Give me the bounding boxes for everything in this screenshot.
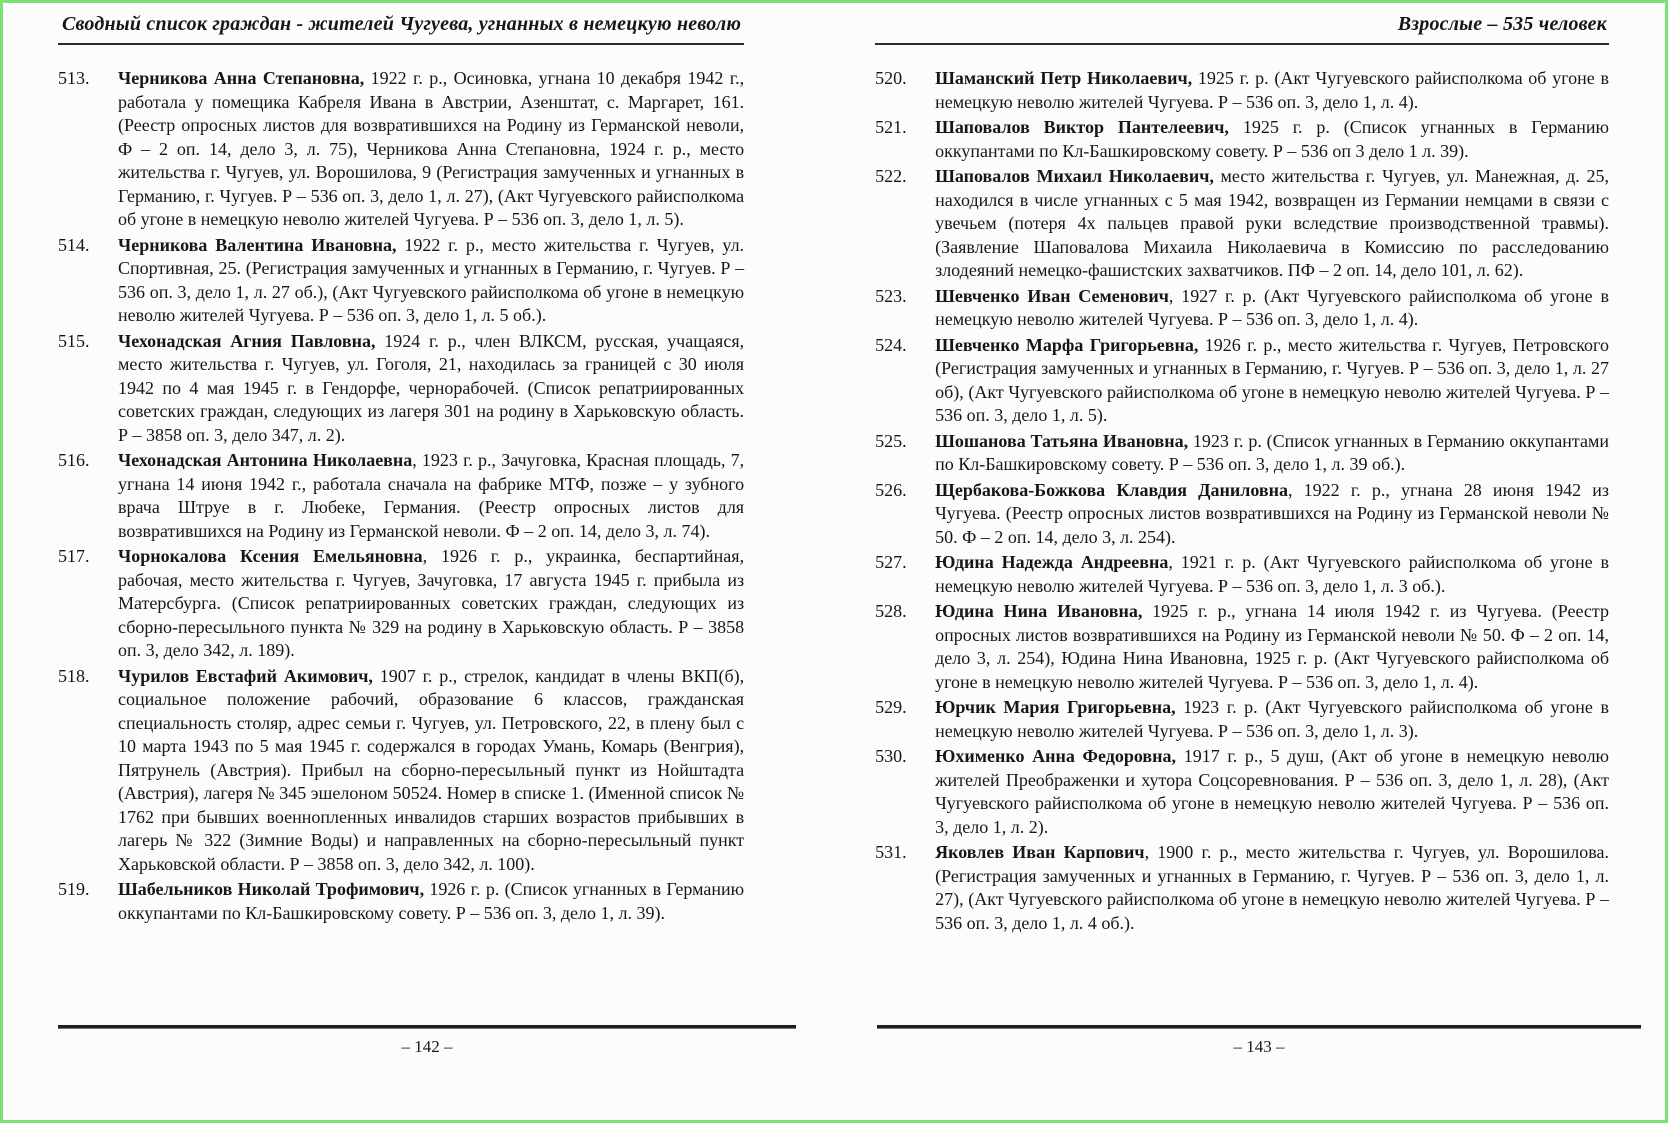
entry-text: 1925 г. р. (Акт Чугуевского райисполкома об угоне в немецкую неволю жителей Чугуева. Р – 536 оп. 3, дело 1, л. 4). — [935, 68, 1609, 112]
entry-text: 1926 г. р. (Список угнанных в Германию оккупантами по Кл-Башкировскому совету. Р – 536 оп. 3, дело 1, л. 39). — [118, 879, 745, 923]
entry-text-block — [935, 479, 1609, 550]
list-item — [58, 665, 744, 877]
page-right — [834, 3, 1665, 1120]
entry-number: 530. — [875, 746, 907, 766]
entry-text-block — [935, 165, 1609, 283]
entry-name: Чурилов Евстафий Акимович, — [118, 665, 373, 686]
list-item — [58, 234, 744, 328]
entry-text-block — [118, 545, 744, 663]
entry-number: 526. — [875, 479, 907, 500]
entry-number: 521. — [875, 117, 907, 137]
page-footer — [58, 1025, 796, 1057]
entry-number: 517. — [58, 546, 90, 566]
entry-number: 527. — [875, 552, 907, 572]
entry-number: 529. — [875, 697, 907, 717]
entry-text: место жительства г. Чугуев, ул. Манежная, д. 25, находился в числе угнанных с 5 мая 1942, возвращен из Германии немцами в связи с увечьем (потеря 4х пальцев правой руки вследствие производственной травмы). (Заявление Шаповалова Михаила Николаевича в Комиссию по расследованию злодеяний немецко-фашистских захватчиков. ПФ – 2 оп. 14, дело 101, л. 62). — [935, 166, 1609, 280]
entries-list — [875, 67, 1609, 935]
entry-number: 515. — [58, 330, 90, 351]
list-item — [875, 334, 1609, 428]
entry-text-block — [935, 116, 1609, 163]
entry-text: 1925 г. р. (Список угнанных в Германию оккупантами по Кл-Башкировскому совету. Р – 536 оп 3 дело 1 л. 39). — [935, 117, 1609, 161]
entry-number: 522. — [875, 166, 907, 186]
entry-text: 1922 г. р., Осиновка, угнана 10 декабря 1942 г., работала у помещика Кабреля Ивана в Австрии, Азенштат, с. Маргарет, 161. (Реестр опросных листов для возвратившихся на Родину из Германской неволи, Ф – 2 оп. 14, дело 3, л. 75), Черникова Анна Степановна, 1924 г. р., место жительства г. Чугуев, ул. Ворошилова, 9 (Регистрация замученных и угнанных в Германию, г. Чугуев. Р – 536 оп. 3, дело 1, л. 27), (Акт Чугуевского райисполкома об угоне в немецкую неволю жителей Чугуева. Р – 536 оп. 3, дело 1, л. 5). — [118, 68, 745, 229]
entry-text: 1922 г. р., место жительства г. Чугуев, ул. Спортивная, 25. (Регистрация замученных и угнанных в Германию, г. Чугуев. Р – 536 оп. 3, дело 1, л. 27 об.), (Акт Чугуевского райисполкома об угоне в немецкую неволю жителей Чугуева. Р – 536 оп. 3, дело 1, л. 5 об.). — [118, 234, 745, 325]
entry-text-block — [935, 696, 1609, 743]
entry-name: Черникова Анна Степановна, — [118, 68, 365, 88]
list-item — [58, 545, 744, 663]
entry-number: 516. — [58, 450, 90, 470]
entry-text-block — [935, 67, 1609, 114]
page-title: Взрослые – 535 человек — [1397, 13, 1607, 35]
entry-text: , 1926 г. р., украинка, беспартийная, рабочая, место жительства г. Чугуев, Зачуговка, 17 августа 1945 г. прибыла из Матерсбурга. (Список репатриированных советских граждан, следующих из сборно-пересыльного пункта № 329 на родину в Харьковскую область. Р – 3858 оп. 3, дело 342, л. 189). — [118, 546, 745, 660]
entry-text: , 1900 г. р., место жительства г. Чугуев, ул. Ворошилова. (Регистрация замученных и угнанных в Германию, г. Чугуев. Р – 536 оп. 3, дело 1, л. 27), (Акт Чугуевского райисполкома об угоне в немецкую неволю жителей Чугуева. Р – 536 оп. 3, дело 1, л. 4 об.). — [935, 842, 1609, 933]
list-item — [58, 878, 744, 925]
entry-text-block — [118, 67, 744, 232]
entry-name: Шаповалов Виктор Пантелеевич, — [935, 117, 1229, 137]
entry-text: 1907 г. р., стрелок, кандидат в члены ВКП(б), социальное положение рабочий, образование 6 классов, гражданская специальность столяр, адрес семьи г. Чугуев, ул. Петровского, 22, в плену был с 10 марта 1943 по 5 мая 1945 г. содержался в городах Умань, Комарь (Венгрия), Пятрунель (Австрия). Прибыл на сборно-пересыльный пункт из Нойштадта (Австрия), лагеря № 345 эшелоном 50524. Номер в списке 1. (Именной список № 1762 при бывших военнопленных инвалидов старших возрастов прибывших в лагерь № 322 (Зимние Воды) и направленных на сборно-пересыльный пункт Харьковской области. Р – 3858 оп. 3, дело 342, л. 100). — [118, 665, 745, 874]
page-number: – 143 – — [1233, 1037, 1285, 1056]
entry-name: Шабельников Николай Трофимович, — [118, 879, 425, 899]
entries-list — [58, 67, 744, 925]
entry-number: 528. — [875, 601, 907, 621]
list-item — [875, 479, 1609, 550]
entry-name: Юхименко Анна Федоровна, — [935, 746, 1177, 766]
list-item — [58, 67, 744, 232]
entry-text-block — [935, 841, 1609, 935]
entry-name: Юдина Надежда Андреевна — [935, 552, 1169, 572]
entry-text: , 1921 г. р. (Акт Чугуевского райисполкома об угоне в немецкую неволю жителей Чугуева. Р – 536 оп. 3, дело 1, л. 3 об.). — [935, 552, 1609, 596]
page-footer — [877, 1025, 1641, 1057]
entry-text-block — [935, 285, 1609, 332]
entry-name: Шевченко Иван Семенович — [935, 285, 1169, 306]
page-title: Сводный список граждан - жителей Чугуева, угнанных в немецкую неволю — [62, 13, 742, 35]
list-item — [875, 841, 1609, 935]
list-item — [875, 430, 1609, 477]
entry-text-block — [935, 551, 1609, 598]
entry-number: 518. — [58, 665, 90, 686]
entry-number: 523. — [875, 285, 907, 306]
list-item — [875, 600, 1609, 694]
entry-name: Чехонадская Агния Павловна, — [118, 330, 376, 351]
entry-number: 531. — [875, 842, 907, 862]
entry-name: Шошанова Татьяна Ивановна, — [935, 430, 1189, 451]
entry-text: 1923 г. р. (Акт Чугуевского райисполкома об угоне в немецкую неволю жителей Чугуева. Р – 536 оп. 3, дело 1, л. 3). — [935, 697, 1609, 741]
entry-text: 1924 г. р., член ВЛКСМ, русская, учащаяся, место жительства г. Чугуев, ул. Гоголя, 21, находилась за границей с 30 июля 1942 по 4 мая 1945 г. в Гендорфе, чернорабочей. (Список репатриированных советских граждан, следующих из лагеря 301 на родину в Харьковскую область. Р – 3858 оп. 3, дело 347, л. 2). — [118, 330, 745, 445]
entry-text-block — [935, 334, 1609, 428]
entry-name: Яковлев Иван Карпович — [935, 842, 1145, 862]
entry-name: Юдина Нина Ивановна, — [935, 601, 1143, 621]
page-header — [875, 13, 1609, 45]
entry-number: 524. — [875, 334, 907, 355]
entry-text-block — [935, 745, 1609, 839]
entry-number: 520. — [875, 68, 907, 88]
entry-text: 1917 г. р., 5 душ, (Акт об угоне в немецкую неволю жителей Преображенки и хутора Соцсоревнования. Р – 536 оп. 3, дело 1, л. 28), (Акт Чугуевского райисполкома об угоне в немецкую неволю жителей Чугуева. Р – 536 оп. 3, дело 1, л. 2). — [935, 746, 1610, 837]
entry-number: 519. — [58, 879, 90, 899]
entry-name: Чехонадская Антонина Николаевна — [118, 450, 413, 470]
list-item — [875, 745, 1609, 839]
entry-number: 525. — [875, 430, 907, 451]
entry-text: , 1927 г. р. (Акт Чугуевского райисполкома об угоне в немецкую неволю жителей Чугуева. Р – 536 оп. 3, дело 1, л. 4). — [935, 285, 1609, 329]
entry-text: 1926 г. р., место жительства г. Чугуев, Петровского (Регистрация замученных и угнанных в Германию, г. Чугуев. Р – 536 оп. 3, дело 1, л. 27 об), (Акт Чугуевского райисполкома об угоне в немецкую неволю жителей Чугуева. Р – 536 оп. 3, дело 1, л. 5). — [935, 334, 1609, 425]
page-left — [3, 3, 834, 1120]
list-item — [875, 116, 1609, 163]
entry-text-block — [118, 665, 744, 877]
list-item — [875, 551, 1609, 598]
footer-rule — [58, 1025, 796, 1029]
entry-text: 1923 г. р. (Список угнанных в Германию оккупантами по Кл-Башкировскому совету. Р – 536 оп. 3, дело 1, л. 39 об.). — [935, 430, 1609, 474]
entry-text-block — [118, 234, 744, 328]
footer-rule — [877, 1025, 1641, 1029]
entry-text-block — [118, 330, 744, 448]
entry-text-block — [118, 449, 744, 543]
entry-text: , 1922 г. р., угнана 28 июня 1942 из Чугуева. (Реестр опросных листов возвратившихся на Родину из Германской неволи № 50. Ф – 2 оп. 14, дело 3, л. 254). — [935, 479, 1609, 547]
list-item — [875, 285, 1609, 332]
entry-name: Шаповалов Михаил Николаевич, — [935, 166, 1214, 186]
page-number: – 142 – — [401, 1037, 453, 1056]
entry-text: 1925 г. р., угнана 14 июля 1942 г. из Чугуева. (Реестр опросных листов возвратившихся на Родину из Германской неволи № 50. Ф – 2 оп. 14, дело 3, л. 254), Юдина Нина Ивановна, 1925 г. р. (Акт Чугуевского райисполкома об угоне в немецкую неволю жителей Чугуева. Р – 536 оп. 3, дело 1, л. 4). — [935, 601, 1609, 692]
entry-text-block — [935, 600, 1609, 694]
list-item — [875, 696, 1609, 743]
entry-name: Чорнокалова Ксения Емельяновна — [118, 546, 423, 566]
header-rule — [875, 43, 1609, 45]
header-rule — [58, 43, 744, 45]
entry-name: Черникова Валентина Ивановна, — [118, 234, 397, 255]
entry-text: , 1923 г. р., Зачуговка, Красная площадь, 7, угнана 14 июня 1942 г., работала сначала на фабрике МТФ, позже – у зубного врача Штруе в г. Любеке, Германия. (Реестр опросных листов для возвратившихся на Родину из Германской неволи. Ф – 2 оп. 14, дело 3, л. 74). — [118, 450, 745, 541]
page-header — [58, 13, 744, 45]
entry-text-block — [935, 430, 1609, 477]
entry-name: Юрчик Мария Григорьевна, — [935, 697, 1176, 717]
entry-text-block — [118, 878, 744, 925]
entry-name: Шаманский Петр Николаевич, — [935, 68, 1193, 88]
entry-name: Щербакова-Божкова Клавдия Даниловна — [935, 479, 1288, 500]
entry-number: 514. — [58, 234, 90, 255]
list-item — [58, 330, 744, 448]
entry-name: Шевченко Марфа Григорьевна, — [935, 334, 1199, 355]
list-item — [58, 449, 744, 543]
entry-number: 513. — [58, 68, 90, 88]
list-item — [875, 67, 1609, 114]
list-item — [875, 165, 1609, 283]
